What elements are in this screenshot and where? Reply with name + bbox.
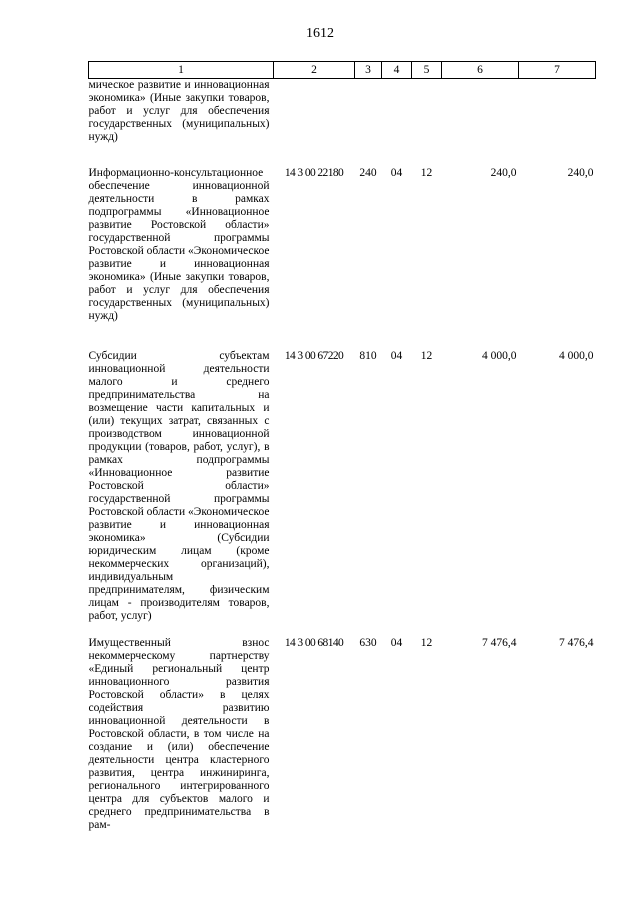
row-sum-b: 7 476,4 (559, 636, 594, 649)
header-col-7: 7 (519, 62, 596, 79)
row-sum-a: 4 000,0 (482, 349, 517, 362)
row-subsection: 12 (420, 349, 433, 362)
header-col-5: 5 (412, 62, 442, 79)
budget-table (88, 61, 596, 832)
row-target-code: 14 3 00 68140 (284, 636, 344, 649)
row-description: Информационно-консультационное обеспечение инновационной деятельности в рамках подпрограммы «Инновационное развитие Ростовской области» государственной программы Ростовской области «Экономическое развитие и инновационная экономика» (Иные закупки товаров, работ и услуг для обеспечения государственных (муниципальных) нужд) (88, 166, 270, 322)
row-sum-a: 7 476,4 (482, 636, 517, 649)
row-description: Имущественный взнос некоммерческому партнерству «Единый региональный центр инновационного развития Ростовской области» в целях содействия развитию инновационной деятельности в Ростовской области, в том числе на создание и (или) обеспечение деятельности центра кластерного развития, центра инжиниринга, регионального интегрированного центра для субъектов малого и среднего предпринимательства в рам- (88, 636, 270, 831)
row-section: 04 (390, 349, 403, 362)
row-sum-b (519, 79, 596, 167)
row-target-code: 14 3 00 22180 (284, 166, 344, 179)
row-expense-type: 630 (359, 636, 377, 649)
table-row (89, 167, 596, 350)
row-expense-type: 810 (359, 349, 377, 362)
row-section: 04 (390, 636, 403, 649)
table-row (89, 350, 596, 637)
row-section (382, 79, 412, 167)
table-row (89, 79, 596, 167)
row-sum-b: 4 000,0 (559, 349, 594, 362)
table-header-row (89, 62, 596, 79)
header-col-6: 6 (442, 62, 519, 79)
row-sum-a: 240,0 (490, 166, 517, 179)
row-sum-b: 240,0 (567, 166, 594, 179)
header-col-2: 2 (274, 62, 355, 79)
row-target-code (274, 79, 355, 167)
row-expense-type (355, 79, 382, 167)
header-col-1: 1 (89, 62, 274, 79)
row-subsection: 12 (420, 166, 433, 179)
row-subsection: 12 (420, 636, 433, 649)
row-description: мическое развитие и инновационная экономика» (Иные закупки товаров, работ и услуг для обеспечения государственных (муниципальных) нужд) (88, 79, 270, 143)
header-col-3: 3 (355, 62, 382, 79)
row-section: 04 (390, 166, 403, 179)
page-number: 1612 (306, 26, 334, 41)
header-col-4: 4 (382, 62, 412, 79)
row-target-code: 14 3 00 67220 (284, 349, 344, 362)
table-row (89, 637, 596, 832)
row-expense-type: 240 (359, 166, 377, 179)
row-subsection (412, 79, 442, 167)
row-description: Субсидии субъектам инновационной деятельности малого и среднего предпринимательства на возмещение части капитальных и (или) текущих затрат, связанных с производством инновационной продукции (товаров, работ, услуг), в рамках подпрограммы «Инновационное развитие Ростовской области» государственной программы Ростовской области «Экономическое развитие и инновационная экономика» (Субсидии юридическим лицам (кроме некоммерческих организаций), индивидуальным предпринимателям, физическим лицам - производителям товаров, работ, услуг) (88, 349, 270, 622)
row-sum-a (442, 79, 519, 167)
